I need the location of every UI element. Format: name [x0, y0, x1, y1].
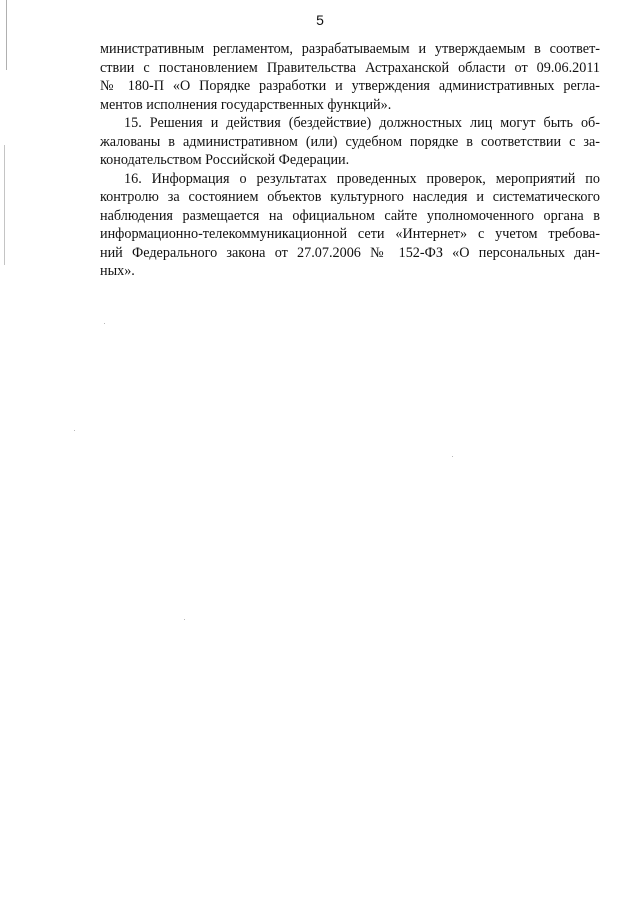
scan-edge-mark — [6, 0, 7, 70]
text-line: ний Федерального закона от 27.07.2006 № 152-ФЗ «О персональных дан- — [100, 244, 600, 261]
text-line: наблюдения размещается на официальном сайте уполномоченного органа в — [100, 207, 600, 224]
text-line: жалованы в административном (или) судебном порядке в соответствии с за- — [100, 133, 600, 150]
text-line: 16. Информация о результатах проведенных проверок, мероприятий по — [124, 170, 600, 187]
text-line: ных». — [100, 263, 135, 279]
text-line: № 180-П «О Порядке разработки и утверждения административных регла- — [100, 78, 600, 94]
text-line: конодательством Российской Федерации. — [100, 152, 350, 168]
text-line: контролю за состоянием объектов культурного наследия и систематического — [100, 189, 600, 205]
text-line: 15. Решения и действия (бездействие) должностных лиц могут быть об- — [124, 115, 600, 131]
text-line: ствии с постановлением Правительства Астраханской области от 09.06.2011 — [100, 59, 600, 76]
scan-speck — [74, 430, 75, 431]
paragraph-item-16 — [100, 170, 600, 281]
paragraph-item-15 — [100, 114, 600, 170]
text-line: информационно-телекоммуникационной сети «Интернет» с учетом требова- — [100, 226, 600, 242]
body-text — [100, 40, 600, 281]
paragraph-continuation — [100, 40, 600, 114]
scan-speck — [104, 323, 105, 324]
scan-speck — [452, 456, 453, 457]
scan-edge-mark — [4, 145, 5, 265]
text-line: министративным регламентом, разрабатываемым и утверждаемым в соответ- — [100, 41, 600, 57]
page-number: 5 — [316, 12, 324, 28]
text-line: ментов исполнения государственных функций». — [100, 96, 392, 113]
scan-speck — [184, 619, 185, 620]
